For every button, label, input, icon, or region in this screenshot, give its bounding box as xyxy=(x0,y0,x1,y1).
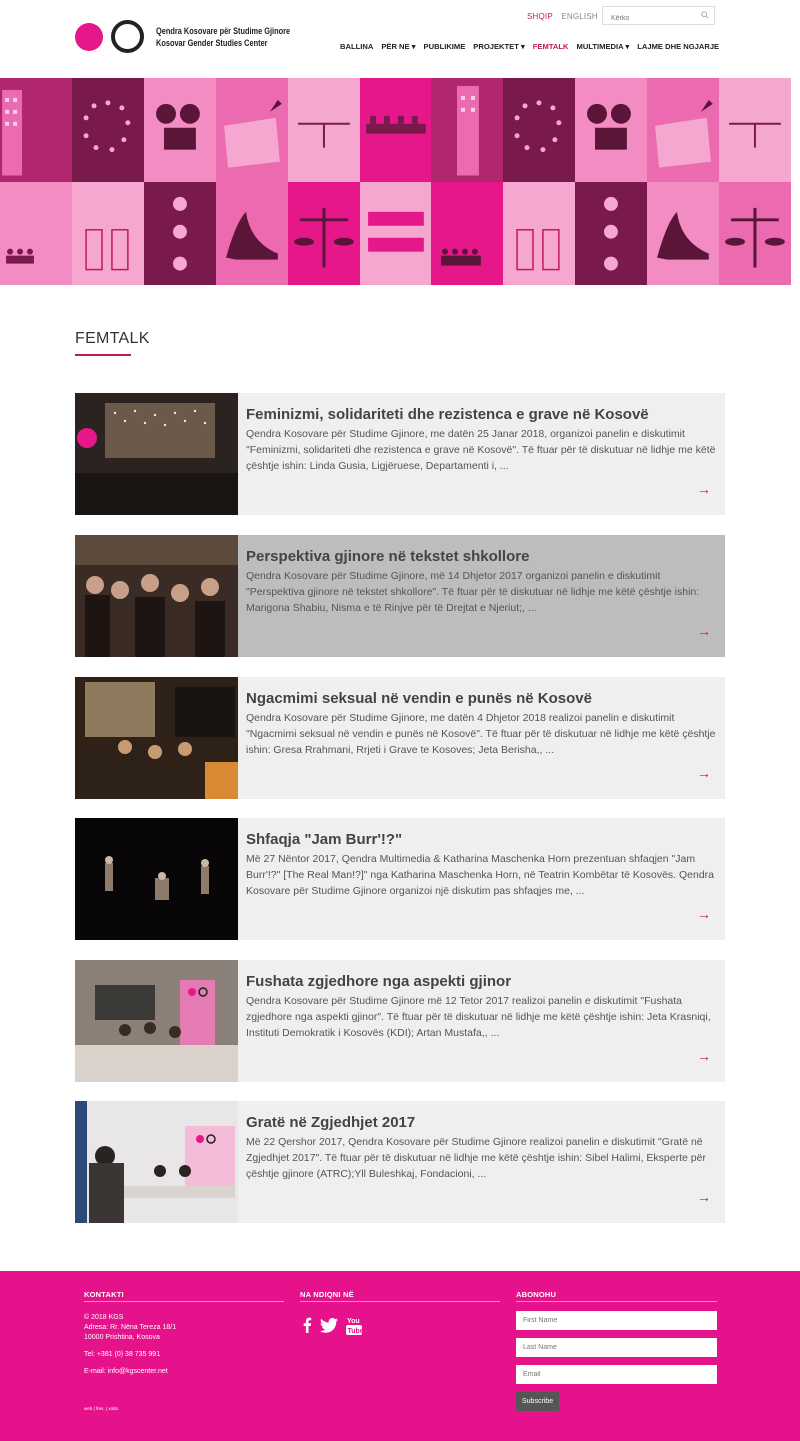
gender-symbol-icon-2 xyxy=(575,182,647,286)
main-nav xyxy=(340,42,719,51)
arrow-right-icon[interactable]: → xyxy=(697,481,711,497)
logo-line-2: Kosovar Gender Studies Center xyxy=(156,37,268,48)
site-footer xyxy=(0,1271,800,1441)
nav-femtalk[interactable]: FEMTALK xyxy=(532,42,569,51)
title-underline xyxy=(75,354,131,356)
footer-contact-info xyxy=(84,1313,176,1377)
nav-per-ne[interactable]: PËR NE ▾ xyxy=(381,42,416,51)
nav-ballina[interactable]: BALLINA xyxy=(340,42,374,51)
footer-subscribe-title: ABONOHU xyxy=(516,1290,557,1299)
footer-contact-title: KONTAKTI xyxy=(84,1290,124,1299)
article-body xyxy=(246,689,718,758)
article-card[interactable] xyxy=(75,393,725,515)
article-excerpt: Qendra Kosovare për Studime Gjinore, me datën 25 Janar 2018, organizoi panelin e diskutimit "Feminizmi, solidariteti dhe rezistenca e grave në Kosovë". Të ftuar për të diskutuar në lidhje me këtë çështje ishin: Linda Gusia, Ligjëruese, Departamenti i, ... xyxy=(246,428,716,472)
article-body xyxy=(246,830,718,899)
article-excerpt: Qendra Kosovare për Studime Gjinore, më 14 Dhjetor 2017 organizoi panelin e diskutimit "Perspektiva gjinore në tekstet shkollore". Të ftuar për të diskutuar në lidhje me këtë çështje ishin: Marigona Shabiu, Nisma e të Rinjve për të Drejtat e Njeriut;, ... xyxy=(246,570,700,614)
article-thumbnail[interactable] xyxy=(75,677,238,799)
subscribe-button[interactable]: Subscribe xyxy=(516,1392,559,1411)
article-title[interactable]: Gratë në Zgjedhjet 2017 xyxy=(246,1114,416,1131)
arrow-right-icon[interactable]: → xyxy=(697,623,711,639)
footer-phone: Tel: +381 (0) 38 735 991 xyxy=(84,1351,161,1358)
article-thumbnail[interactable] xyxy=(75,818,238,940)
footer-copyright: © 2018 KGS xyxy=(84,1314,124,1321)
gender-symbol-icon xyxy=(144,182,216,286)
article-title[interactable]: Fushata zgjedhore nga aspekti gjinor xyxy=(246,973,512,990)
article-body xyxy=(246,405,718,474)
conference-table-icon xyxy=(360,78,432,182)
article-thumbnail[interactable] xyxy=(75,535,238,657)
high-heel-icon xyxy=(216,182,288,286)
article-title[interactable]: Feminizmi, solidariteti dhe rezistenca e grave në Kosovë xyxy=(246,406,649,423)
folder-icon xyxy=(216,78,288,182)
social-links xyxy=(302,1315,370,1340)
search-input[interactable] xyxy=(603,10,699,27)
balance-scale-icon xyxy=(288,78,360,182)
arrow-right-icon[interactable]: → xyxy=(697,1189,711,1205)
projector-icon-2 xyxy=(575,78,647,182)
balance-scale-icon-2 xyxy=(719,78,791,182)
logo-pink-dot xyxy=(75,23,103,51)
article-card[interactable] xyxy=(75,818,725,940)
article-body xyxy=(246,547,718,616)
last-name-input[interactable] xyxy=(516,1338,717,1357)
footer-divider xyxy=(84,1301,284,1302)
eu-stars-icon xyxy=(72,78,144,182)
logo-black-ring xyxy=(111,20,144,53)
logo-line-1: Qendra Kosovare për Studime Gjinore xyxy=(156,25,291,36)
glasses-icon xyxy=(72,182,144,286)
article-title[interactable]: Shfaqja "Jam Burr'!?" xyxy=(246,831,403,848)
arrow-right-icon[interactable]: → xyxy=(697,765,711,781)
crowd-icon-2 xyxy=(431,182,503,286)
lang-shqip[interactable]: SHQIP xyxy=(527,12,553,21)
footer-address-2: 10000 Prishtina, Kosova xyxy=(84,1334,160,1341)
site-header xyxy=(0,0,800,78)
article-thumbnail[interactable] xyxy=(75,393,238,515)
eu-stars-icon-2 xyxy=(503,78,575,182)
article-excerpt: Më 22 Qershor 2017, Qendra Kosovare për Studime Gjinore realizoi panelin e diskutimit "Gratë në Zgjedhjet 2017". Të ftuar për të diskutuar në lidhje me këtë çështje ishin: Sibel Halimi, Eksperte për çështje gjinore (ATRC);Yll Buleshkaj, Fondacioni, ... xyxy=(246,1136,706,1180)
search-icon[interactable] xyxy=(701,11,709,19)
page-title: FEMTALK xyxy=(75,330,150,347)
building-icon xyxy=(0,78,72,182)
equals-sign-icon xyxy=(360,182,432,286)
article-card[interactable] xyxy=(75,1101,725,1223)
youtube-icon[interactable] xyxy=(346,1315,362,1340)
high-heel-icon-2 xyxy=(647,182,719,286)
glasses-icon-2 xyxy=(503,182,575,286)
language-switcher xyxy=(527,12,598,21)
footer-address-1: Adresa: Rr. Nëna Tereza 18/1 xyxy=(84,1324,177,1331)
arrow-right-icon[interactable]: → xyxy=(697,1048,711,1064)
nav-projektet[interactable]: PROJEKTET ▾ xyxy=(473,42,525,51)
justice-scale-icon-2 xyxy=(719,182,791,286)
article-excerpt: Më 27 Nëntor 2017, Qendra Multimedia & Katharina Maschenka Horn prezentuan shfaqjen "Jam Burr'!?" [The Real Man!?]" nga Katharina Maschenka Horn, në Teatrin Kombëtar të Kosovës. Qendra Kosovare për Studime Gjinore organizoi një diskutim pas shfaqjes me, ... xyxy=(246,853,715,897)
projector-icon xyxy=(144,78,216,182)
svg-text:You: You xyxy=(347,1318,360,1325)
article-body xyxy=(246,1113,718,1182)
article-excerpt: Qendra Kosovare për Studime Gjinore më 12 Tetor 2017 realizoi panelin e diskutimit "Fushata zgjedhore nga aspekti gjinor". Të ftuar për të diskutuar në lidhje me këtë çështje ishin: Jeta Krasniqi, Instituti Demokratik i Kosovës (KDI); Artan Mustafa,, ... xyxy=(246,995,711,1039)
footer-divider xyxy=(300,1301,500,1302)
justice-scale-icon xyxy=(288,182,360,286)
article-card[interactable] xyxy=(75,535,725,657)
lang-english[interactable]: ENGLISH xyxy=(561,12,598,21)
footer-email[interactable]: E-mail: info@kgscenter.net xyxy=(84,1368,168,1375)
article-title[interactable]: Ngacmimi seksual në vendin e punës në Kosovë xyxy=(246,690,592,707)
footer-credits[interactable]: web | fres. | xolta xyxy=(84,1406,118,1411)
article-excerpt: Qendra Kosovare për Studime Gjinore, me datën 4 Dhjetor 2018 realizoi panelin e diskutimit "Ngacmimi seksual në vendin e punës në Kosovë". Të ftuar për të diskutuar në lidhje me këtë çështje ishin: Gresa Rrahmani, Rrjeti i Grave te Kosoves; Jeta Berisha,, ... xyxy=(246,712,716,756)
article-card[interactable] xyxy=(75,677,725,799)
footer-divider xyxy=(516,1301,717,1302)
folder-icon-2 xyxy=(647,78,719,182)
email-input[interactable] xyxy=(516,1365,717,1384)
crowd-icon xyxy=(0,182,72,286)
footer-follow-title: NA NDIQNI NË xyxy=(300,1290,354,1299)
svg-text:Tube: Tube xyxy=(347,1328,364,1335)
article-body xyxy=(246,972,718,1041)
article-title[interactable]: Perspektiva gjinore në tekstet shkollore xyxy=(246,548,530,565)
facebook-icon[interactable] xyxy=(302,1317,312,1338)
article-card[interactable] xyxy=(75,960,725,1082)
first-name-input[interactable] xyxy=(516,1311,717,1330)
nav-publikime[interactable]: PUBLIKIME xyxy=(423,42,466,51)
site-logo[interactable] xyxy=(75,20,320,53)
search-box xyxy=(602,6,715,25)
building-icon-2 xyxy=(431,78,503,182)
twitter-icon[interactable] xyxy=(320,1318,338,1338)
article-thumbnail[interactable] xyxy=(75,960,238,1082)
logo-text xyxy=(156,25,290,49)
nav-multimedia[interactable]: MULTIMEDIA ▾ xyxy=(576,42,630,51)
nav-lajme-dhe-ngjarje[interactable]: LAJME DHE NGJARJE xyxy=(637,42,720,51)
arrow-right-icon[interactable]: → xyxy=(697,906,711,922)
article-thumbnail[interactable] xyxy=(75,1101,238,1223)
hero-banner-mosaic xyxy=(0,78,791,285)
